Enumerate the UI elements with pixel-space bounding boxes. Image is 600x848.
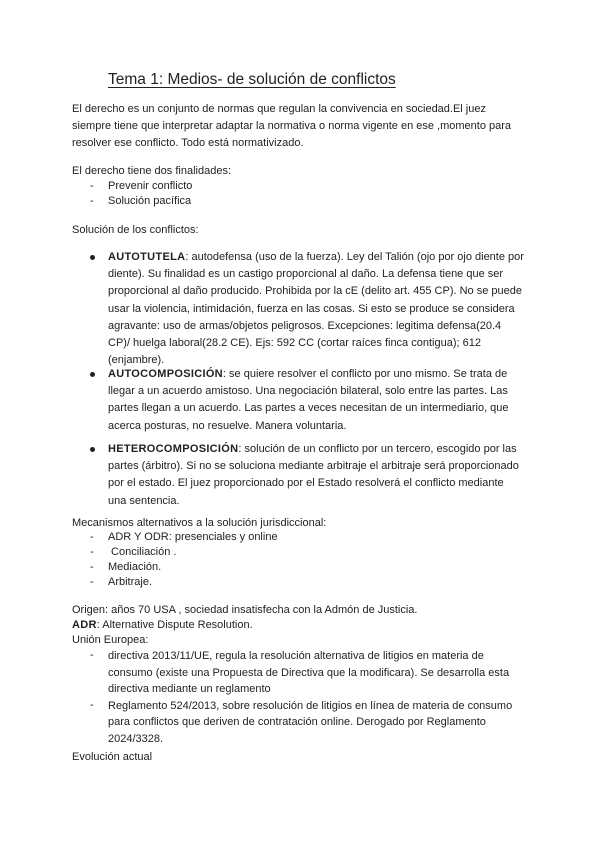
list-item [90,545,278,560]
bullet-line: partes (árbitro). Si no se soluciona mediante arbitraje el arbitraje será proporcionado [108,460,519,473]
bullet-line: CP)/ huelga laboral(28.2 CE). Ejs: 592 CC (cortar raíces finca contigua); 612 [108,337,481,350]
bullet-line: una sentencia. [108,494,180,507]
bullet-line: por el estado. El juez proporcionado por el Estado resolverá el conflicto mediante [108,477,504,490]
list-item-text: Solución pacífica [108,195,192,207]
evolucion-heading: Evolución actual [72,751,153,763]
adr-term: ADR [72,619,97,631]
finalidades-list [90,179,192,209]
intro-line: El derecho es un conjunto de normas que regulan la convivencia en sociedad.El juez [72,103,486,115]
bullet-line: agravante: uso de armas/objetos peligrosos. Excepciones: legitima defensa(20.4 [108,319,502,332]
dash-marker: - [90,649,94,661]
list-item-text: Mediación. [108,561,162,573]
list-item-text: Prevenir conflicto [108,180,193,192]
list-item [90,648,512,698]
intro-line: resolver ese conflicto. Todo está normativizado. [72,137,304,150]
list-item-line: para conflictos que deriven de contratación online. Derogado por Reglamento [108,716,486,728]
mecanismos-list [90,530,278,590]
bullet-dot [90,447,95,452]
list-item-line: consumo (existe una Propuesta de Directiva que la modificara). Se desarrolla esta [108,666,510,679]
bullet-line: (enjambre). [108,354,165,367]
solucion-heading: Solución de los conflictos: [72,224,199,236]
mecanismos-heading: Mecanismos alternativos a la solución jurisdiccional: [72,517,327,529]
list-item [90,179,192,194]
dash-marker: - [90,561,94,573]
list-item [90,530,278,545]
bullet-line: acerca posturas, no resuelve. Manera voluntaria. [108,419,347,432]
bullet-dot [90,372,95,377]
list-item [90,194,192,209]
bullet-term: AUTOTUTELA [108,251,186,263]
bullet-line: diente). Su finalidad es un castigo proporcional al daño. La defensa tiene que ser [108,268,504,281]
dash-marker: - [90,698,94,711]
list-item [90,698,512,748]
bullet-line: partes llegan a un acuerdo. Las partes a veces necesitan de un intermediario, que [108,402,509,415]
adr-text: : Alternative Dispute Resolution. [96,619,253,631]
list-item-text: Arbitraje. [108,576,153,588]
list-item-line: directiva mediante un reglamento [108,683,271,695]
list-item [90,560,278,575]
list-item [90,575,278,590]
intro-paragraph [72,101,542,153]
page-title: Tema 1: Medios- de solución de conflictos [108,71,396,88]
list-item-text: ADR Y ODR: presenciales y online [108,531,278,543]
dash-marker: - [90,180,94,192]
ue-list [90,648,512,747]
bullet-line: llegar a un acuerdo amistoso. Una negociación bilateral, solo entre las partes. Las [108,385,508,398]
bullet-term: HETEROCOMPOSICIÓN [108,443,239,455]
dash-marker: - [90,195,94,207]
list-item-line: 2024/3328. [108,732,164,745]
bullet-line: proporcional al daño producido. Prohibida por la cE (delito art. 455 CP). No se puede [108,285,522,298]
adr-line [72,618,253,633]
finalidades-heading: El derecho tiene dos finalidades: [72,165,231,177]
bullet-line: usar la violencia, intimidación, fuerza en las cosas. Si esto se produce se considera [108,302,515,315]
list-item-line: Reglamento 524/2013, sobre resolución de litigios en línea de materia de consumo [108,699,513,712]
ue-heading: Unión Europea: [72,634,149,646]
dash-marker: - [90,531,94,543]
bullet-text: : solución de un conflicto por un tercero, escogido por las [238,443,517,455]
origen-line: Origen: años 70 USA , sociedad insatisfecha con la Admón de Justicia. [72,604,418,616]
bullet-text: : se quiere resolver el conflicto por uno mismo. Se trata de [222,368,508,380]
dash-marker: - [90,546,94,558]
bullet-dot [90,255,95,260]
bullet-term: AUTOCOMPOSICIÓN [108,368,223,380]
list-item-line: directiva 2013/11/UE, regula la resolución alternativa de litigios en materia de [108,650,484,662]
intro-line: siempre tiene que interpretar adaptar la normativa o norma vigente en ese ,momento para [72,120,512,133]
list-item-text: Conciliación . [108,546,177,558]
dash-marker: - [90,576,94,588]
bullet-text: : autodefensa (uso de la fuerza). Ley del Talión (ojo por ojo diente por [185,251,524,263]
